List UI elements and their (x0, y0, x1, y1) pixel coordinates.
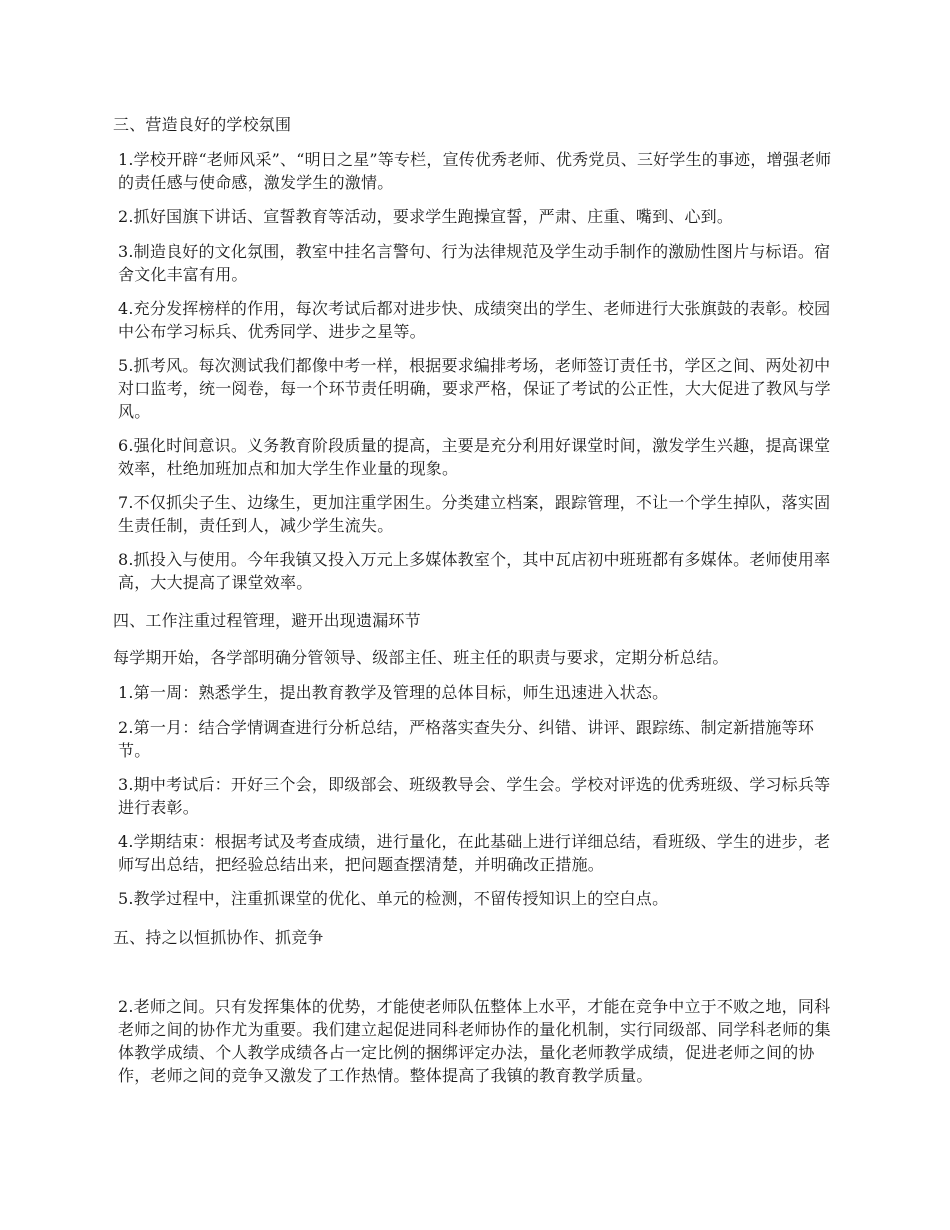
list-item: 4.学期结束：根据考试及考查成绩，进行量化，在此基础上进行详细总结，看班级、学生的进步，老师写出总结，把经验总结出来，把问题查摆清楚，并明确改正措施。 (118, 832, 831, 874)
list-item: 2.抓好国旗下讲话、宣誓教育等活动，要求学生跑操宣誓，严肃、庄重、嘴到、心到。 (118, 207, 734, 226)
list-item: 7.不仅抓尖子生、边缘生，更加注重学困生。分类建立档案，跟踪管理，不让一个学生掉队，落实固生责任制，责任到人，减少学生流失。 (118, 493, 831, 535)
section-heading-5: 五、持之以恒抓协作、抓竞争 (113, 928, 324, 947)
section-heading-4: 四、工作注重过程管理，避开出现遗漏环节 (113, 611, 421, 630)
list-item: 3.期中考试后：开好三个会，即级部会、班级教导会、学生会。学校对评选的优秀班级、学习标兵等进行表彰。 (118, 775, 831, 817)
list-item: 8.抓投入与使用。今年我镇又投入万元上多媒体教室个，其中瓦店初中班班都有多媒体。老师使用率高，大大提高了课堂效率。 (118, 550, 831, 592)
list-item: 5.教学过程中，注重抓课堂的优化、单元的检测，不留传授知识上的空白点。 (118, 889, 669, 908)
section-heading-3: 三、营造良好的学校氛围 (113, 115, 292, 134)
list-item: 2.第一月：结合学情调查进行分析总结，严格落实查失分、纠错、讲评、跟踪练、制定新措施等环节。 (118, 718, 815, 760)
list-item: 5.抓考风。每次测试我们都像中考一样，根据要求编排考场，老师签订责任书，学区之间、两处初中对口监考，统一阅卷，每一个环节责任明确，要求严格，保证了考试的公正性，大大促进了教风与学风。 (118, 356, 831, 421)
list-item: 1.学校开辟“老师风采”、“明日之星”等专栏，宣传优秀老师、优秀党员、三好学生的事迹，增强老师的责任感与使命感，激发学生的激情。 (118, 150, 832, 192)
list-item: 4.充分发挥榜样的作用，每次考试后都对进步快、成绩突出的学生、老师进行大张旗鼓的表彰。校园中公布学习标兵、优秀同学、进步之星等。 (118, 299, 831, 341)
list-item: 2.老师之间。只有发挥集体的优势，才能使老师队伍整体上水平，才能在竞争中立于不败之地，同科老师之间的协作尤为重要。我们建立起促进同科老师协作的量化机制，实行同级部、同学科老师的集体教学成绩、个人教学成绩各占一定比例的捆绑评定办法，量化老师教学成绩，促进老师之间的协作，老师之间的竞争又激发了工作热情。整体提高了我镇的教育教学质量。 (118, 997, 831, 1085)
list-item: 6.强化时间意识。义务教育阶段质量的提高，主要是充分利用好课堂时间，激发学生兴趣，提高课堂效率，杜绝加班加点和加大学生作业量的现象。 (118, 436, 831, 478)
body-paragraph: 每学期开始，各学部明确分管领导、级部主任、班主任的职责与要求，定期分析总结。 (113, 648, 729, 667)
list-item: 1.第一周：熟悉学生，提出教育教学及管理的总体目标，师生迅速进入状态。 (118, 683, 669, 702)
list-item: 3.制造良好的文化氛围，教室中挂名言警句、行为法律规范及学生动手制作的激励性图片与标语。宿舍文化丰富有用。 (118, 242, 831, 284)
